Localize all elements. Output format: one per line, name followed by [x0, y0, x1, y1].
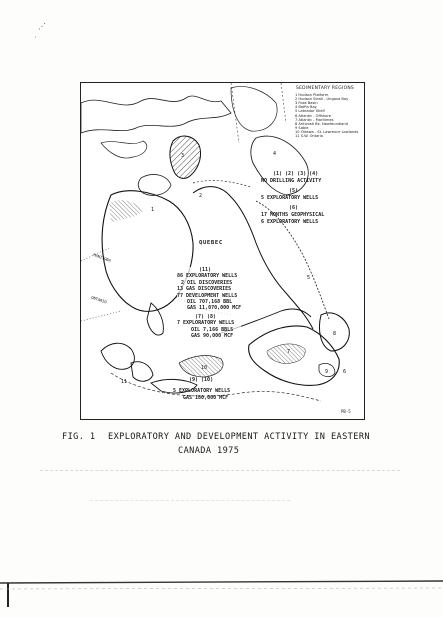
- legend-box: [288, 83, 364, 137]
- scan-rule: [40, 470, 400, 471]
- scan-mark-top: ⋰: [38, 22, 46, 31]
- map-code: PB-5: [341, 409, 351, 414]
- legend-item: 8 Anticosti Bk. Newfoundland: [295, 121, 348, 126]
- legend-item: 1 Hudson Platform: [295, 93, 329, 97]
- scan-mark-top-2: ˙: [33, 36, 38, 45]
- r11-oil-prod: OIL 707,168 BBL: [187, 299, 233, 306]
- region-number: 1: [151, 207, 155, 213]
- page-edge: [0, 577, 443, 617]
- north-dashed: [231, 83, 286, 143]
- r5-wells: 5 EXPLORATORY WELLS: [261, 195, 319, 201]
- region-number: 8: [333, 331, 337, 337]
- legend-item: 2 Hudson Strait - Ungava Bay: [295, 97, 349, 102]
- quebec-label: QUEBEC: [199, 240, 223, 246]
- figure-label: FIG. 1: [62, 432, 96, 442]
- manitoba-label: MANITOBA: [92, 252, 112, 263]
- region-number: 3: [181, 153, 185, 159]
- r5-label: (5): [289, 188, 299, 194]
- r910-wells: 5 EXPLORATORY WELLS: [173, 388, 231, 394]
- ontario-label: ONTARIO: [90, 294, 108, 305]
- lake-huron: [131, 362, 153, 382]
- legend-item: 10 Ottawa - St. Lawrence Lowlands: [295, 129, 359, 134]
- legend-item: 6 Atlantic - Offshore: [295, 113, 331, 118]
- hudson-platform-shade: [109, 200, 143, 223]
- r11-oil: 2 OIL DISCOVERIES: [181, 279, 233, 286]
- great-lakes: [101, 343, 134, 369]
- region-number: 5: [307, 275, 311, 281]
- region-number: 7: [287, 349, 291, 355]
- foxe-basin-region: [170, 136, 201, 178]
- north-activity: NO DRILLING ACTIVITY: [261, 178, 322, 184]
- r6-geo: 17 MONTHS GEOPHYSICAL: [261, 212, 325, 218]
- r910-gas: GAS 180,000 MCF: [183, 395, 229, 401]
- legend-item: 4 Baffin Bay: [295, 105, 317, 110]
- r11-dev: 77 DEVELOPMENT WELLS: [177, 292, 238, 299]
- region-number: 2: [199, 193, 203, 199]
- exploration-map: [80, 82, 365, 420]
- legend-item: 11 S.W. Ontario: [295, 134, 323, 138]
- r11-label: (11): [199, 267, 212, 273]
- region-number: 4: [273, 151, 277, 157]
- legend-item: 9 Sable: [295, 125, 309, 130]
- r6-label: (6): [289, 205, 299, 211]
- arctic-islands: [81, 96, 231, 133]
- r6-wells: 6 EXPLORATORY WELLS: [261, 219, 319, 225]
- region-number: 10: [201, 365, 208, 371]
- r78-wells: 7 EXPLORATORY WELLS: [177, 320, 235, 327]
- region-number: 9: [325, 369, 329, 375]
- figure-caption-line1: EXPLORATORY AND DEVELOPMENT ACTIVITY IN EASTERN: [108, 432, 370, 442]
- legend-title: SEDIMENTARY REGIONS: [296, 86, 355, 91]
- scan-rule: [90, 500, 290, 501]
- r11-gas-prod: GAS 11,070,000 MCF: [187, 305, 242, 312]
- north-region-labels: (1) (2) (3) (4): [273, 171, 319, 177]
- r11-gas: 13 GAS DISCOVERIES: [177, 286, 232, 293]
- legend-item: 7 Atlantic - Maritimes: [295, 117, 334, 122]
- r910-label: (9) (10): [189, 377, 214, 383]
- region-number: 11: [121, 379, 128, 385]
- r78-oil: OIL 7,166 BBLS: [191, 326, 234, 333]
- r11-wells: 86 EXPLORATORY WELLS: [177, 273, 238, 280]
- r78-label: (7) (8): [195, 313, 217, 320]
- james-bay: [147, 303, 163, 335]
- legend-item: 5 Labrador Shelf: [295, 109, 325, 114]
- south-stats-block: [173, 377, 230, 402]
- r78-gas: GAS 90,000 MCF: [191, 333, 234, 340]
- legend-item: 3 Foxe Basin: [295, 101, 318, 106]
- arctic-island-3: [231, 86, 277, 131]
- region-number: 6: [343, 369, 347, 375]
- center-stats-block: [177, 267, 241, 339]
- hudson-strait: [193, 180, 251, 187]
- north-stats-block: [261, 171, 324, 226]
- arctic-island-2: [101, 141, 147, 158]
- figure-caption-line2: CANADA 1975: [178, 446, 240, 456]
